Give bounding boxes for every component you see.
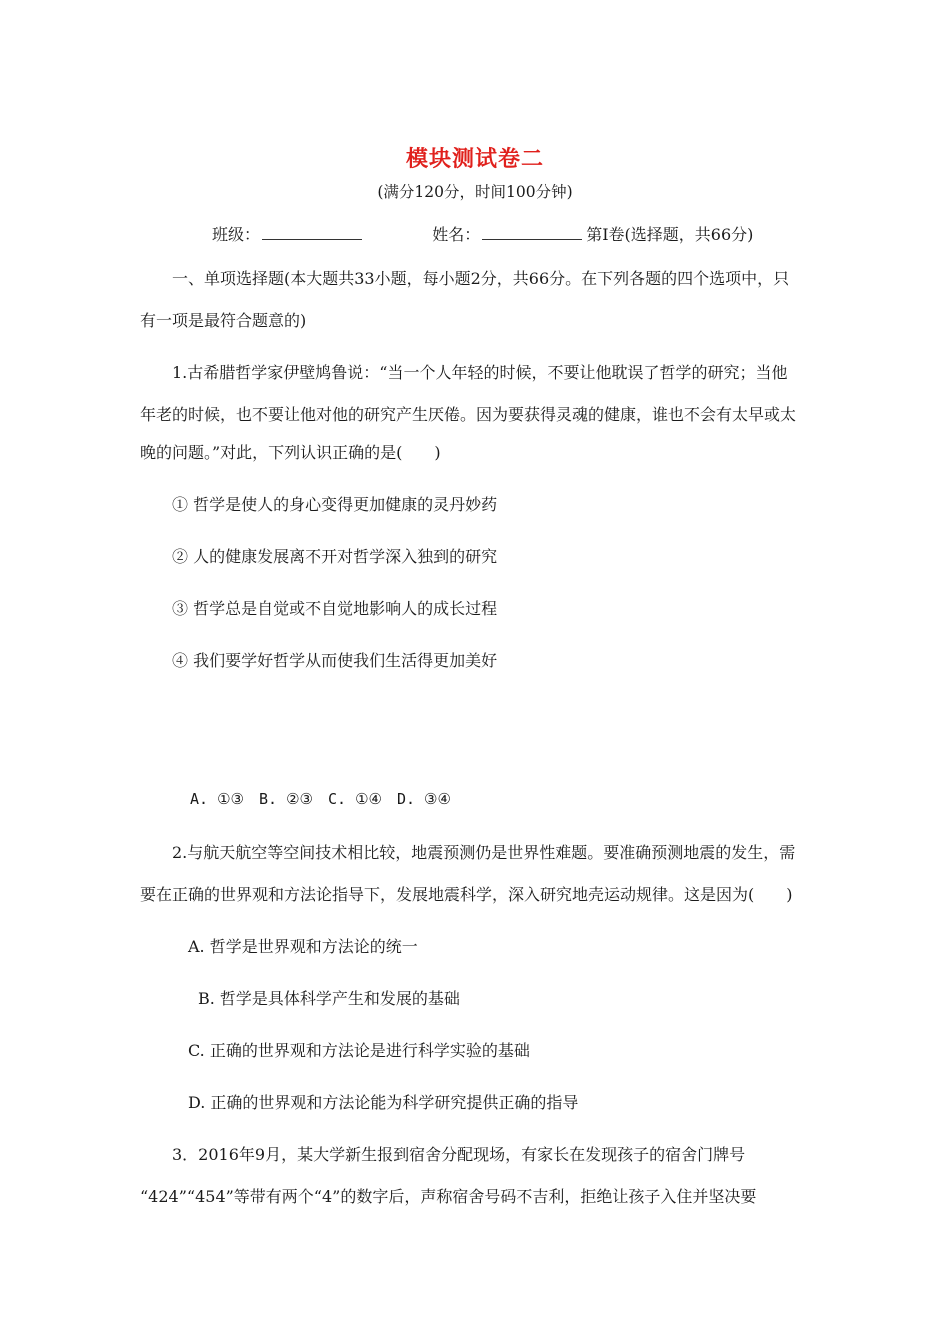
q2-option-d: D. 正确的世界观和方法论能为科学研究提供正确的指导 (188, 1093, 579, 1112)
info-row (212, 222, 753, 245)
q3-line-2: “424”“454”等带有两个“4”的数字后，声称宿舍号码不吉利，拒绝让孩子入住并坚决要 (140, 1187, 757, 1206)
q1-statement: ② 人的健康发展离不开对哲学深入独到的研究 (172, 547, 498, 566)
page-title: 模块测试卷二 (405, 146, 544, 172)
q2-option-b: B. 哲学是具体科学产生和发展的基础 (198, 989, 460, 1008)
page-subtitle: (满分120分，时间100分钟) (377, 183, 573, 201)
section-intro-line-1: 一、单项选择题(本大题共33小题，每小题2分，共66分。在下列各题的四个选项中，只 (172, 269, 790, 288)
q2-option-c: C. 正确的世界观和方法论是进行科学实验的基础 (188, 1041, 530, 1060)
q2-option-a: A. 哲学是世界观和方法论的统一 (188, 937, 418, 956)
q2-line-2: 要在正确的世界观和方法论指导下，发展地震科学，深入研究地壳运动规律。这是因为( ) (140, 885, 793, 904)
class-label: 班级： (212, 225, 261, 244)
q1-statement: ④ 我们要学好哲学从而使我们生活得更加美好 (172, 651, 498, 670)
q1-line-2: 年老的时候，也不要让他对他的研究产生厌倦。因为要获得灵魂的健康，谁也不会有太早或太 (140, 405, 797, 424)
q1-options: A. ①③ B. ②③ C. ①④ D. ③④ (190, 790, 451, 808)
q1-line-1: 1.古希腊哲学家伊壁鸠鲁说：“当一个人年轻的时候，不要让他耽误了哲学的研究；当他 (172, 363, 788, 382)
section-label: 第Ⅰ卷(选择题，共66分) (586, 225, 754, 244)
q1-statement: ① 哲学是使人的身心变得更加健康的灵丹妙药 (172, 495, 498, 514)
class-blank (262, 225, 362, 240)
section-intro-line-2: 有一项是最符合题意的) (140, 311, 307, 330)
name-blank (482, 225, 582, 240)
name-label: 姓名： (432, 225, 481, 244)
q1-line-3: 晚的问题。”对此，下列认识正确的是( ) (140, 443, 441, 462)
q2-line-1: 2.与航天航空等空间技术相比较，地震预测仍是世界性难题。要准确预测地震的发生，需 (172, 843, 796, 862)
q3-line-1: 3．2016年9月，某大学新生报到宿舍分配现场，有家长在发现孩子的宿舍门牌号 (172, 1145, 746, 1164)
q1-statement: ③ 哲学总是自觉或不自觉地影响人的成长过程 (172, 599, 498, 618)
